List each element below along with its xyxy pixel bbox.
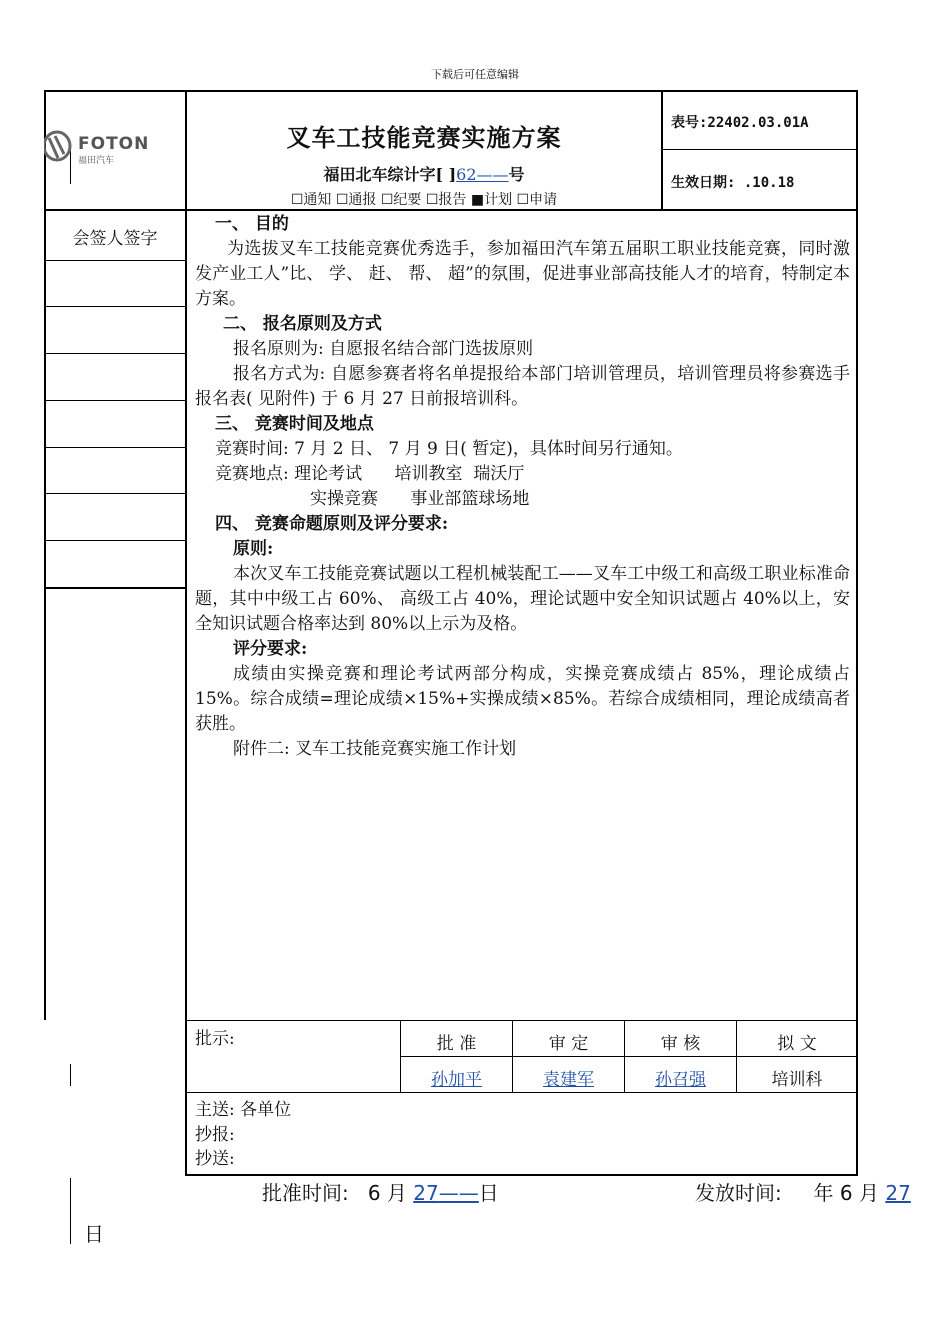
document-body bbox=[195, 212, 850, 762]
finalize-header: 审 定 bbox=[548, 1034, 589, 1054]
section-1-text: 为选拔叉车工技能竞赛优秀选手，参加福田汽车第五届职工职业技能竞赛，同时激发产业工人”比、 学、 赶、 帮、 超”的氛围，促进事业部高技能人才的培育，特制定本方案。 bbox=[195, 239, 850, 309]
section-2-title: 二、 报名原则及方式 bbox=[223, 314, 382, 334]
main-recipient: 主送: 各单位 bbox=[195, 1100, 292, 1120]
copy-report: 抄报: bbox=[195, 1124, 235, 1145]
section-4-title: 四、 竞赛命题原则及评分要求: bbox=[215, 514, 449, 534]
issue-date-day: 日 bbox=[84, 1222, 104, 1246]
section-4-principle-label: 原则: bbox=[233, 539, 274, 559]
section-3-place-2: 实操竞赛 事业部篮球场地 bbox=[310, 489, 530, 509]
section-4-scoring-text: 成绩由实操竞赛和理论考试两部分构成，实操竞赛成绩占 85%，理论成绩占 15%。综合成绩=理论成绩×15%+实操成绩×85%。若综合成绩相同，理论成绩高者获胜。 bbox=[195, 664, 850, 734]
instruction-label: 批示: bbox=[195, 1029, 235, 1049]
finalizer-name[interactable]: 袁建军 bbox=[543, 1070, 594, 1090]
logo-text: FOTON bbox=[78, 134, 150, 154]
reviewer-name[interactable]: 孙召强 bbox=[655, 1070, 706, 1090]
section-3-title: 三、 竞赛时间及地点 bbox=[215, 414, 374, 434]
document-title: 叉车工技能竞赛实施方案 bbox=[286, 123, 562, 152]
section-3-time: 竞赛时间: 7 月 2 日、 7 月 9 日( 暂定)，具体时间另行通知。 bbox=[215, 439, 683, 459]
approver-name[interactable]: 孙加平 bbox=[431, 1070, 482, 1090]
section-2-principle: 报名原则为: 自愿报名结合部门选拔原则 bbox=[233, 339, 534, 359]
document-number: 福田北车综计字[ ]62——号 bbox=[323, 165, 525, 184]
section-2-method: 报名方式为: 自愿参赛者将名单提报给本部门培训管理员，培训管理员将参赛选手报名表( 见附件) 于 6 月 27 日前报培训科。 bbox=[195, 364, 850, 409]
drafter-header: 拟 文 bbox=[777, 1034, 817, 1054]
section-4-scoring-label: 评分要求: bbox=[233, 639, 308, 659]
attachment-note: 附件二: 叉车工技能竞赛实施工作计划 bbox=[233, 739, 517, 759]
section-1-title: 一、 目的 bbox=[215, 214, 289, 234]
approval-date: 批准时间: 6 月 27——日 bbox=[262, 1181, 499, 1205]
top-note: 下载后可任意编辑 bbox=[431, 68, 519, 81]
copy-send: 抄送: bbox=[195, 1149, 235, 1169]
countersign-label: 会签人签字 bbox=[72, 229, 158, 249]
section-3-place: 竞赛地点: 理论考试 培训教室 瑞沃厅 bbox=[215, 464, 525, 484]
form-code: 表号:22402.03.01A bbox=[671, 115, 809, 131]
document-type-checkboxes: ☐通知 ☐通报 ☐纪要 ☐报告 ■计划 ☐申请 bbox=[290, 192, 558, 208]
approve-header: 批 准 bbox=[436, 1034, 477, 1054]
distribution-block bbox=[195, 1098, 291, 1172]
issue-date: 发放时间: 年 6 月 27 bbox=[695, 1181, 911, 1205]
logo-subtext: 福田汽车 bbox=[78, 156, 115, 166]
drafter-name: 培训科 bbox=[771, 1070, 823, 1090]
review-header: 审 核 bbox=[660, 1034, 701, 1054]
section-4-principle-text: 本次叉车工技能竞赛试题以工程机械装配工——叉车工中级工和高级工职业标准命题，其中中级工占 60%、 高级工占 40%，理论试题中安全知识试题占 40%以上，安全知识试题合格率达到 80%以上示为及格。 bbox=[195, 564, 850, 634]
foton-logo bbox=[44, 128, 164, 172]
effective-date: 生效日期: .10.18 bbox=[671, 175, 795, 191]
